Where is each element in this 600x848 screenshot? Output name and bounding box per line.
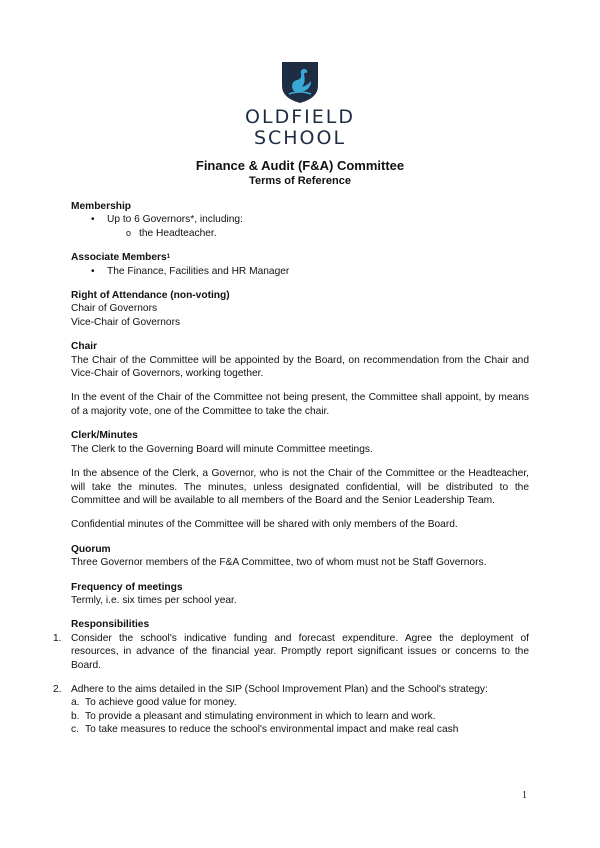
quorum-heading: Quorum: [71, 543, 111, 555]
responsibility-item: [53, 683, 529, 696]
subitem-letter: c.: [71, 724, 79, 736]
membership-heading: Membership: [71, 201, 132, 212]
membership-item: • Up to 6 Governors*, including:: [71, 213, 529, 226]
subitem-text: To take measures to reduce the school's environmental impact and make real cash: [85, 724, 459, 736]
responsibility-subitem: [71, 723, 529, 736]
document-body: [53, 200, 529, 737]
subitem-text: To provide a pleasant and stimulating environment in which to learn and work.: [85, 710, 436, 722]
responsibility-item: [53, 632, 529, 672]
attendance-heading: Right of Attendance (non-voting): [71, 290, 230, 302]
document-title: Finance & Audit (F&A) Committee: [195, 158, 405, 173]
chair-paragraph: In the event of the Chair of the Committee not being present, the Committee shall appoint, by means of a majority vote, one of the Committee to take the chair.: [71, 392, 529, 417]
document-subtitle: Terms of Reference: [249, 175, 351, 187]
clerk-paragraph: Confidential minutes of the Committee will be shared with only members of the Board.: [71, 519, 458, 531]
associate-item: • The Finance, Facilities and HR Manager: [71, 265, 529, 278]
item-text: Consider the school's indicative funding and forecast expenditure. Agree the deployment of resources, in advance of the financial year. Promptly report significant issues or concerns to the Board.: [71, 632, 529, 671]
responsibility-subitem: [71, 696, 529, 709]
quorum-paragraph: Three Governor members of the F&A Committee, two of whom must not be Staff Governors.: [71, 557, 487, 569]
brand-name-line2: SCHOOL: [253, 127, 347, 149]
item-number: 2.: [53, 683, 62, 695]
clerk-paragraph: In the absence of the Clerk, a Governor, who is not the Chair of the Committee or the Headteacher, will take the minutes. The minutes, unless designated confidential, will be distributed to the Committee and will be available to all members of the Board and the Senior Leadership Team.: [71, 468, 529, 506]
responsibility-subitem: [71, 710, 529, 723]
subitem-letter: b.: [71, 710, 80, 722]
subitem-text: To achieve good value for money.: [85, 697, 237, 709]
frequency-paragraph: Termly, i.e. six times per school year.: [71, 594, 237, 606]
frequency-heading: Frequency of meetings: [71, 581, 183, 593]
membership-subitem: o the Headteacher.: [71, 227, 529, 240]
chair-heading: Chair: [71, 341, 98, 353]
swan-shield-icon: [280, 60, 320, 104]
brand-name-line1: OLDFIELD: [245, 106, 355, 128]
attendance-line: Vice-Chair of Governors: [71, 316, 181, 328]
associate-heading: [71, 251, 529, 264]
responsibilities-heading: Responsibilities: [71, 619, 150, 631]
clerk-paragraph: The Clerk to the Governing Board will minute Committee meetings.: [71, 443, 373, 455]
footnote-mark: 1: [166, 254, 171, 261]
attendance-line: Chair of Governors: [71, 303, 158, 315]
page-number: 1: [522, 790, 527, 801]
item-number: 1.: [53, 632, 62, 644]
clerk-heading: Clerk/Minutes: [71, 430, 138, 442]
subitem-letter: a.: [71, 697, 80, 709]
associate-heading-text: Associate Members: [71, 252, 167, 264]
chair-paragraph: The Chair of the Committee will be appointed by the Board, on recommendation from the Chair and Vice-Chair of Governors, working together.: [71, 354, 529, 380]
item-text: Adhere to the aims detailed in the SIP (School Improvement Plan) and the School's strategy:: [71, 683, 488, 695]
